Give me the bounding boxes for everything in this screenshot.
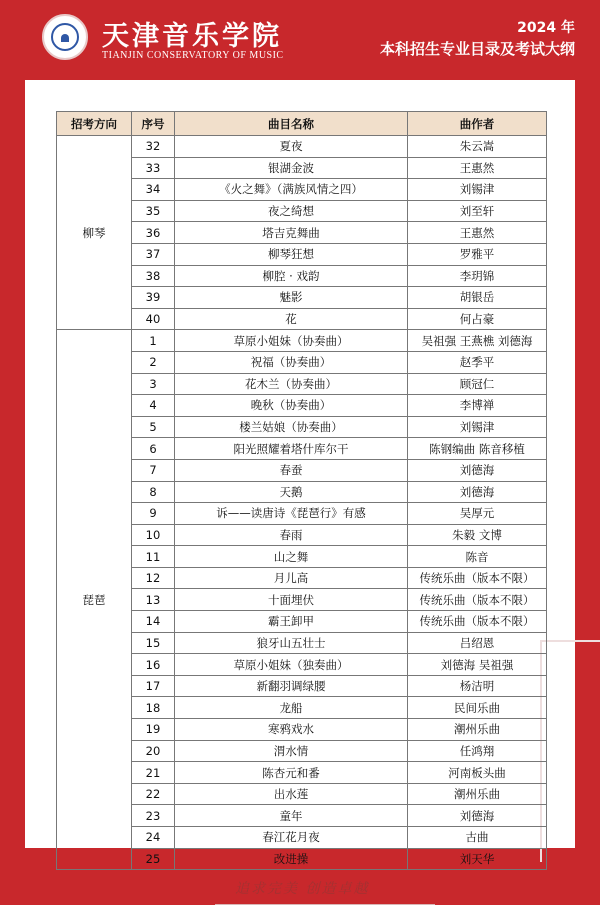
composer-cell: 刘天华: [408, 848, 547, 870]
number-cell: 24: [132, 827, 175, 849]
composer-cell: 传统乐曲（版本不限）: [408, 611, 547, 633]
title-cell: 十面埋伏: [175, 589, 408, 611]
title-cell: 夏夜: [175, 136, 408, 158]
title-cell: 陈杏元和番: [175, 762, 408, 784]
school-name-en: TIANJIN CONSERVATORY OF MUSIC: [102, 50, 284, 61]
composer-cell: 刘德海: [408, 459, 547, 481]
title-cell: 渭水情: [175, 740, 408, 762]
title-cell: 童年: [175, 805, 408, 827]
composer-cell: 杨洁明: [408, 675, 547, 697]
composer-cell: 吕绍恩: [408, 632, 547, 654]
title-cell: 草原小姐妹（协奏曲）: [175, 330, 408, 352]
composer-cell: 李玥锦: [408, 265, 547, 287]
composer-cell: 刘德海 吴祖强: [408, 654, 547, 676]
title-cell: 夜之绮想: [175, 200, 408, 222]
title-cell: 春雨: [175, 524, 408, 546]
composer-cell: 刘德海: [408, 805, 547, 827]
composer-cell: 李博禅: [408, 395, 547, 417]
number-cell: 21: [132, 762, 175, 784]
header-banner: [0, 0, 600, 78]
number-cell: 2: [132, 351, 175, 373]
number-cell: 25: [132, 848, 175, 870]
title-cell: 新翻羽调绿腰: [175, 675, 408, 697]
title-cell: 楼兰姑娘（协奏曲）: [175, 416, 408, 438]
number-cell: 11: [132, 546, 175, 568]
table-body: [57, 136, 547, 870]
title-cell: 塔吉克舞曲: [175, 222, 408, 244]
footer-slogan: 追求完美 创造卓越: [235, 881, 370, 897]
title-cell: 龙船: [175, 697, 408, 719]
school-logo: [42, 14, 88, 60]
composer-cell: 刘德海: [408, 481, 547, 503]
composer-cell: 朱云嵩: [408, 136, 547, 158]
number-cell: 17: [132, 675, 175, 697]
document-title: 本科招生专业目录及考试大纲: [379, 40, 575, 58]
number-cell: 18: [132, 697, 175, 719]
direction-cell: 琵琶: [57, 330, 132, 870]
title-cell: 天鹅: [175, 481, 408, 503]
number-cell: 32: [132, 136, 175, 158]
year-label: 2024 年: [517, 20, 575, 36]
number-cell: 37: [132, 243, 175, 265]
number-cell: 8: [132, 481, 175, 503]
title-cell: 春蚕: [175, 459, 408, 481]
title-cell: 祝福（协奏曲）: [175, 351, 408, 373]
number-cell: 34: [132, 179, 175, 201]
composer-cell: 传统乐曲（版本不限）: [408, 567, 547, 589]
number-cell: 36: [132, 222, 175, 244]
number-cell: 16: [132, 654, 175, 676]
composer-cell: 刘锡津: [408, 179, 547, 201]
composer-cell: 潮州乐曲: [408, 783, 547, 805]
table-header-row: [57, 112, 547, 136]
number-cell: 1: [132, 330, 175, 352]
composer-cell: 吴厚元: [408, 503, 547, 525]
title-cell: 《火之舞》（满族风情之四）: [175, 179, 408, 201]
title-cell: 狼牙山五壮士: [175, 632, 408, 654]
header-composer: 曲作者: [408, 112, 547, 136]
composer-cell: 古曲: [408, 827, 547, 849]
number-cell: 38: [132, 265, 175, 287]
composer-cell: 罗雅平: [408, 243, 547, 265]
composer-cell: 潮州乐曲: [408, 719, 547, 741]
number-cell: 15: [132, 632, 175, 654]
number-cell: 4: [132, 395, 175, 417]
direction-cell: 柳琴: [57, 136, 132, 330]
title-cell: 寒鸦戏水: [175, 719, 408, 741]
number-cell: 22: [132, 783, 175, 805]
header-direction: 招考方向: [57, 112, 132, 136]
composer-cell: 民间乐曲: [408, 697, 547, 719]
composer-cell: 刘至轩: [408, 200, 547, 222]
number-cell: 13: [132, 589, 175, 611]
title-cell: 花: [175, 308, 408, 330]
number-cell: 33: [132, 157, 175, 179]
composer-cell: 朱毅 文博: [408, 524, 547, 546]
title-cell: 改进操: [175, 848, 408, 870]
title-cell: 春江花月夜: [175, 827, 408, 849]
number-cell: 19: [132, 719, 175, 741]
page-content: [25, 80, 575, 897]
title-cell: 诉——读唐诗《琵琶行》有感: [175, 503, 408, 525]
number-cell: 35: [132, 200, 175, 222]
number-cell: 9: [132, 503, 175, 525]
composer-cell: 陈钢编曲 陈音移植: [408, 438, 547, 460]
number-cell: 6: [132, 438, 175, 460]
number-cell: 12: [132, 567, 175, 589]
composer-cell: 何占豪: [408, 308, 547, 330]
header-number: 序号: [132, 112, 175, 136]
repertoire-table: [56, 111, 547, 870]
header-title: 曲目名称: [175, 112, 408, 136]
number-cell: 10: [132, 524, 175, 546]
number-cell: 7: [132, 459, 175, 481]
composer-cell: 顾冠仁: [408, 373, 547, 395]
composer-cell: 刘锡津: [408, 416, 547, 438]
title-cell: 魅影: [175, 287, 408, 309]
school-name-cn: 天津音乐学院: [102, 21, 282, 52]
composer-cell: 胡银岳: [408, 287, 547, 309]
composer-cell: 王惠然: [408, 157, 547, 179]
number-cell: 5: [132, 416, 175, 438]
composer-cell: 传统乐曲（版本不限）: [408, 589, 547, 611]
composer-cell: 吴祖强 王燕樵 刘德海: [408, 330, 547, 352]
number-cell: 14: [132, 611, 175, 633]
title-cell: 柳琴狂想: [175, 243, 408, 265]
composer-cell: 王惠然: [408, 222, 547, 244]
title-cell: 晚秋（协奏曲）: [175, 395, 408, 417]
title-cell: 出水莲: [175, 783, 408, 805]
number-cell: 3: [132, 373, 175, 395]
number-cell: 40: [132, 308, 175, 330]
composer-cell: 任鸿翔: [408, 740, 547, 762]
table-row: [57, 330, 547, 352]
number-cell: 39: [132, 287, 175, 309]
title-cell: 花木兰（协奏曲）: [175, 373, 408, 395]
title-cell: 柳腔 · 戏韵: [175, 265, 408, 287]
logo-emblem-icon: [51, 23, 79, 51]
number-cell: 23: [132, 805, 175, 827]
title-cell: 霸王卸甲: [175, 611, 408, 633]
title-cell: 月儿高: [175, 567, 408, 589]
table-row: [57, 136, 547, 158]
title-cell: 阳光照耀着塔什库尔干: [175, 438, 408, 460]
number-cell: 20: [132, 740, 175, 762]
title-cell: 银湖金波: [175, 157, 408, 179]
composer-cell: 赵季平: [408, 351, 547, 373]
composer-cell: 河南板头曲: [408, 762, 547, 784]
composer-cell: 陈音: [408, 546, 547, 568]
title-cell: 山之舞: [175, 546, 408, 568]
title-cell: 草原小姐妹（独奏曲）: [175, 654, 408, 676]
background-decoration: [540, 640, 600, 862]
